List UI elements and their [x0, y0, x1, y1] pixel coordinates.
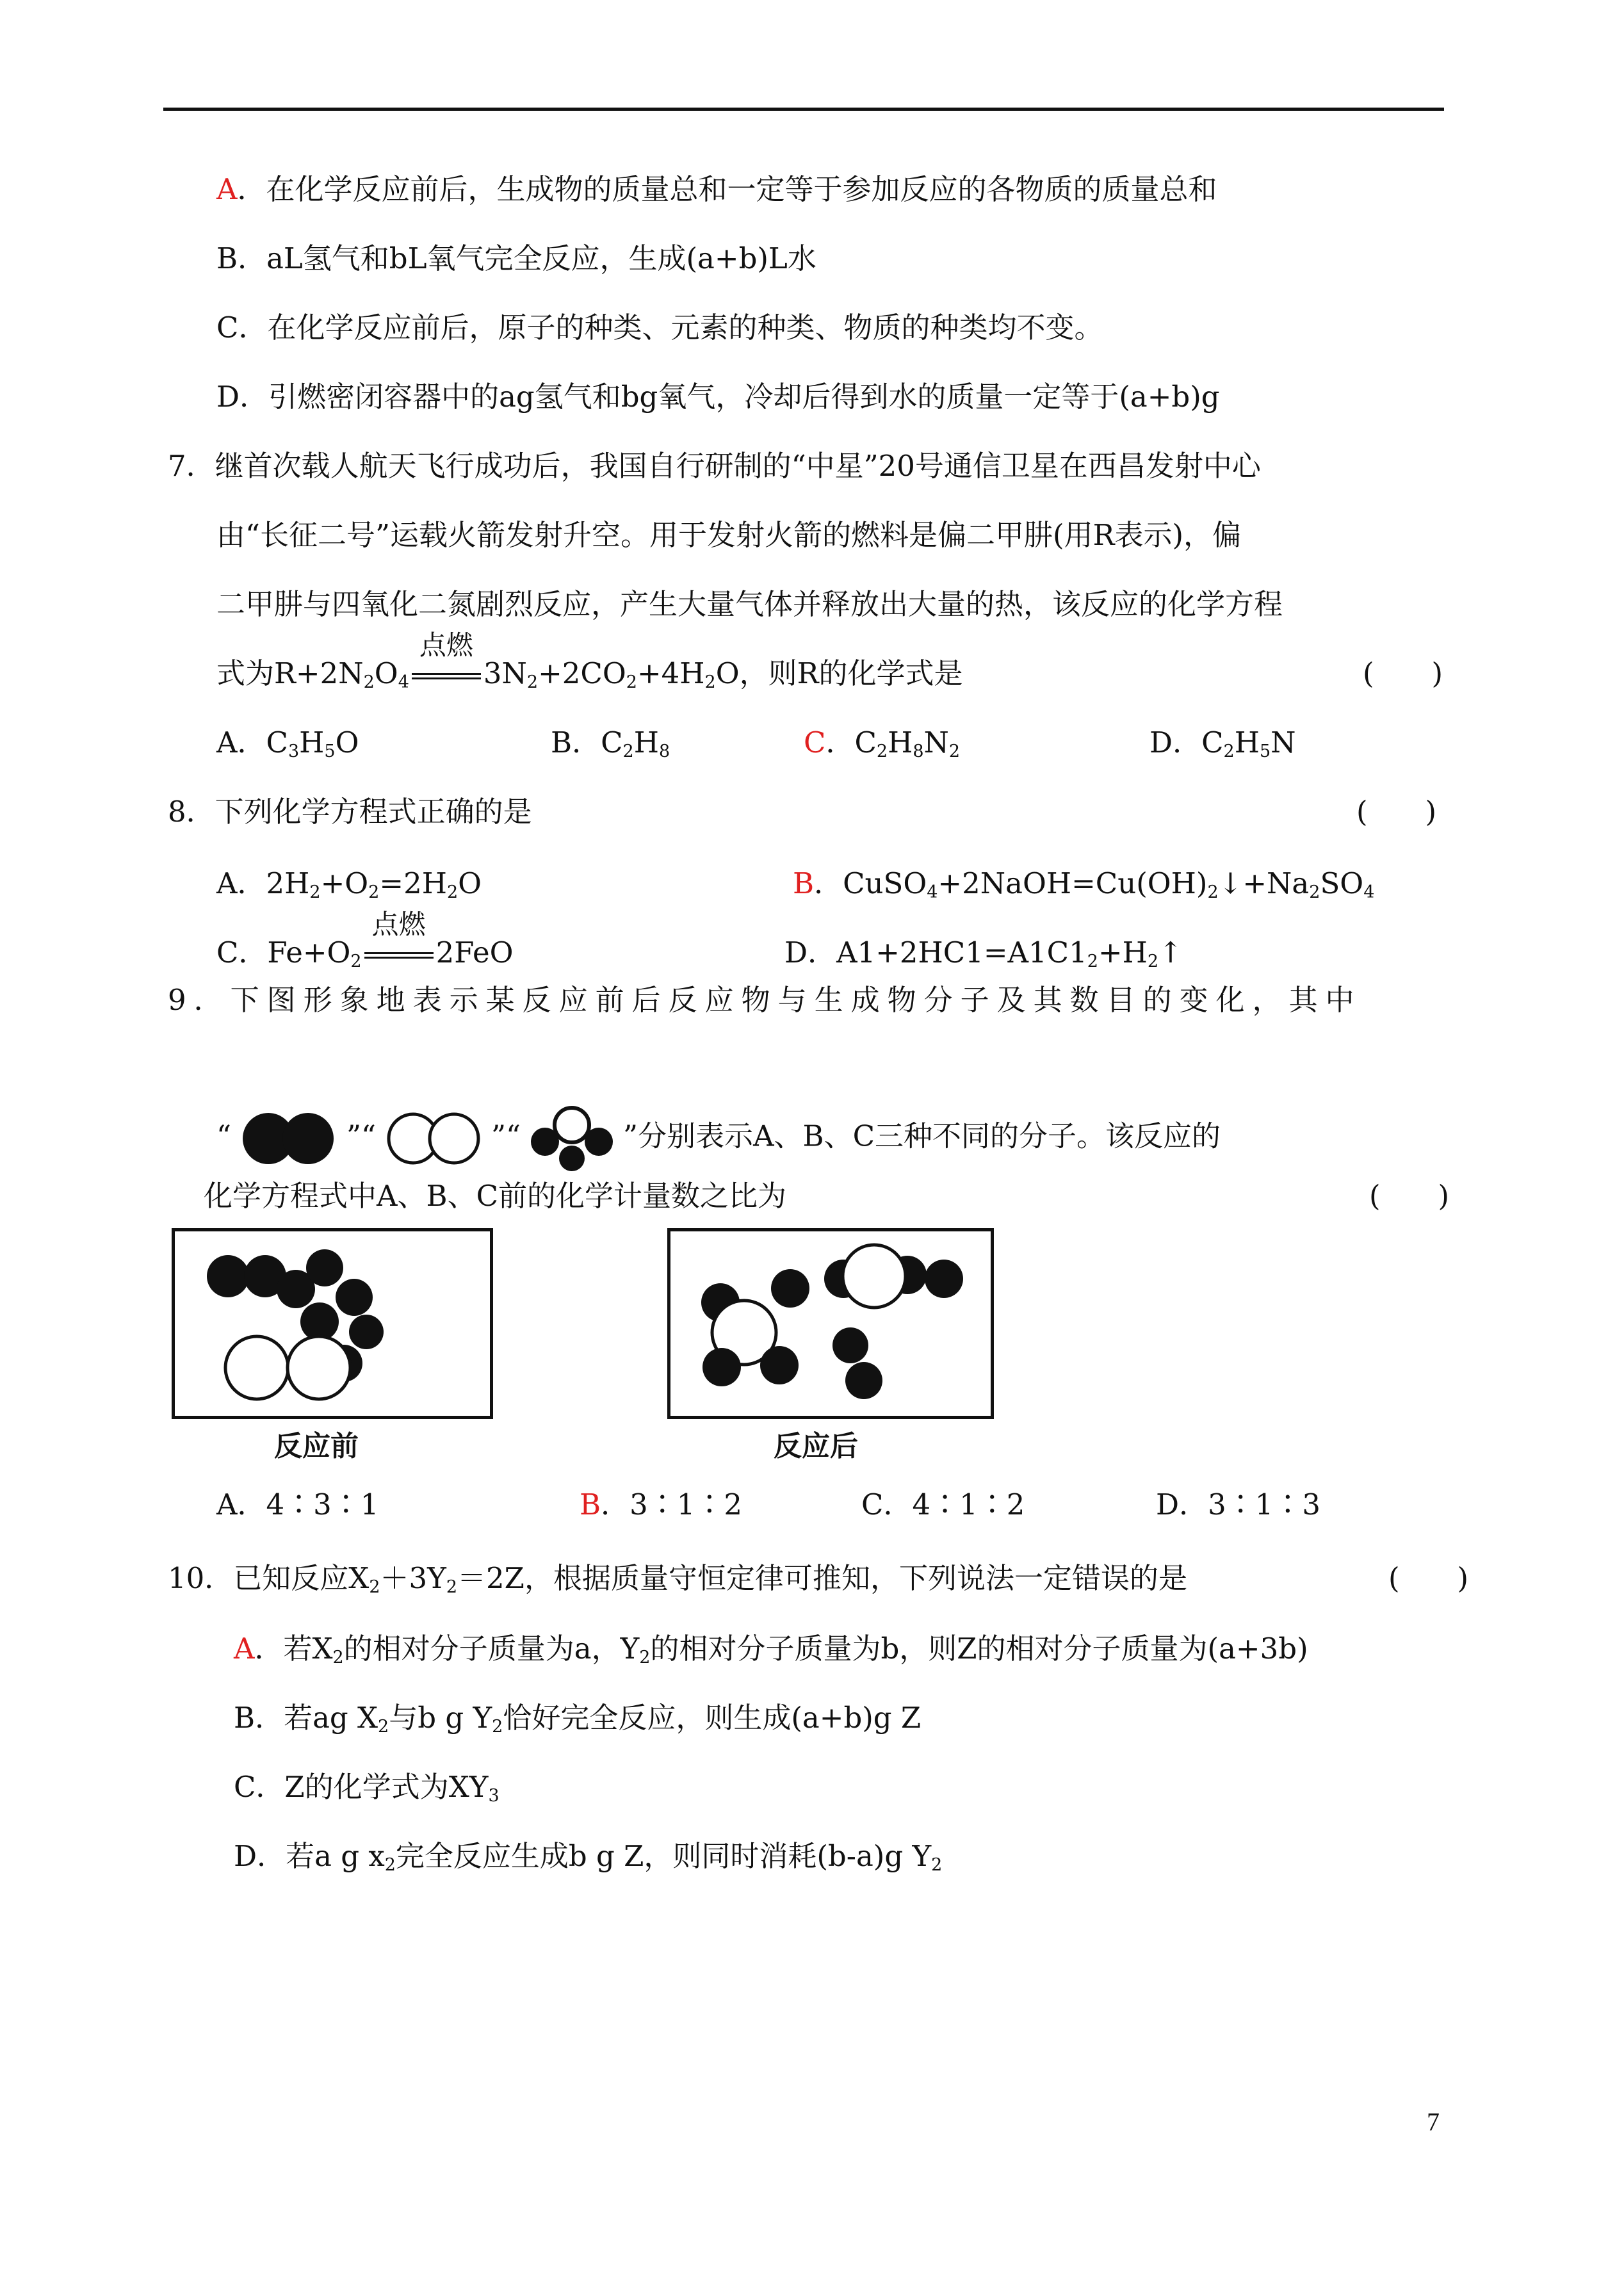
- q6-option-c-letter: C: [216, 311, 239, 345]
- q7-eq-prefix: 式为R+2N: [216, 656, 364, 690]
- q7-option-a: A．$C_3H_5O$: [216, 726, 359, 761]
- q6-option-c-text: ．在化学反应前后，原子的种类、元素的种类、物质的种类均不变。: [238, 311, 1103, 345]
- molecule-b-icon: [376, 1107, 491, 1171]
- q7-line-1: 7．继首次载人航天飞行成功后，我国自行研制的“中星”20号通信卫星在西昌发射中心: [168, 449, 1261, 483]
- q7-option-d: D．$C_2H_5N$: [1149, 726, 1296, 761]
- q6-option-d: [216, 378, 1220, 416]
- q9-option-a-letter: A: [216, 1488, 238, 1521]
- q8-stem: 8．下列化学方程式正确的是: [168, 795, 532, 829]
- q9-option-a: [216, 1486, 378, 1524]
- q9-option-d: [1156, 1486, 1320, 1524]
- q7-line-2: 由“长征二号”运载火箭发射升空。用于发射火箭的燃料是偏二甲肼(用R表示)，偏: [216, 518, 1242, 552]
- q8-answer-paren: ( ): [1356, 795, 1437, 829]
- q7-equation-line: 式为$R+2N_2O_4$ 点燃 $3N_2+2CO_2+4H_2O$，则R的化学式是: [216, 654, 963, 693]
- q8-option-a: A．$2H_2+O_2=2H_2O$: [216, 866, 482, 902]
- q7-answer-paren: ( ): [1363, 656, 1443, 690]
- q9-option-b: [580, 1486, 742, 1524]
- q10-option-c: C．Z的化学式为$XY_3$: [234, 1770, 499, 1806]
- q9-line-1: 9．下图形象地表示某反应前后反应物与生成物分子及其数目的变化，其中: [168, 983, 1362, 1017]
- q9-option-c-letter: C: [861, 1488, 884, 1521]
- q8-option-c: C．$Fe+O_2$ 点燃 2FeO: [216, 934, 514, 972]
- q9-legend-suffix: 分别表示A、B、C三种不同的分子。该反应的: [638, 1119, 1221, 1153]
- q9-answer-paren: ( ): [1369, 1179, 1450, 1213]
- q9-line-3: 化学方程式中A、B、C前的化学计量数之比为: [204, 1179, 786, 1213]
- before-molecules: [175, 1231, 490, 1416]
- q7-eq-suffix: ，则R的化学式是: [739, 656, 963, 690]
- q7-ignite-label: 点燃: [419, 629, 473, 661]
- page-number: 7: [1427, 2107, 1440, 2136]
- q6-option-a-text: ．在化学反应前后，生成物的质量总和一定等于参加反应的各物质的质量总和: [237, 172, 1217, 206]
- before-reaction-box: [172, 1228, 493, 1419]
- q7-option-c: C．$C_2H_8N_2$: [804, 726, 961, 761]
- q8-option-b: B．$CuSO_4+2NaOH=Cu(OH)_2↓+Na_2SO_4$: [793, 866, 1375, 902]
- molecule-a-icon: [231, 1107, 346, 1171]
- q10-option-d: D．若a g $x_2$完全反应生成b g Z，则同时消耗(b-a)g $Y_2$: [234, 1839, 943, 1875]
- q9-option-d-text: ．3∶1∶3: [1179, 1488, 1320, 1521]
- q10-stem-suffix: ，根据质量守恒定律可推知，下列说法一定错误的是: [524, 1561, 1187, 1595]
- q7-option-b: B．$C_2H_8$: [551, 726, 670, 761]
- q9-option-d-letter: D: [1156, 1488, 1180, 1521]
- q9-option-a-text: ．4∶3∶1: [237, 1488, 379, 1521]
- q9-option-b-letter: B: [580, 1488, 601, 1521]
- q10-option-b: B．若ag $X_2$与b g $Y_2$恰好完全反应，则生成(a+b)g Z: [234, 1701, 922, 1737]
- q6-option-d-text: ．引燃密闭容器中的ag氢气和bg氧气，冷却后得到水的质量一定等于(a+b)g: [240, 380, 1220, 414]
- before-reaction-caption: 反应前: [274, 1430, 359, 1463]
- q9-option-b-text: ．3∶1∶2: [601, 1488, 742, 1521]
- q10-option-a: A．若$X_2$的相对分子质量为a，$Y_2$的相对分子质量为b，则Z的相对分子质量为(a+3b): [234, 1632, 1308, 1667]
- header-rule: [163, 108, 1444, 111]
- molecule-c-icon: [521, 1103, 623, 1174]
- q10-answer-paren: ( ): [1388, 1561, 1469, 1595]
- after-molecules: [670, 1231, 991, 1416]
- after-reaction-box: [667, 1228, 994, 1419]
- q6-option-a-letter: A: [216, 172, 238, 206]
- q9-option-c: [861, 1486, 1025, 1524]
- q9-option-c-text: ．4∶1∶2: [883, 1488, 1025, 1521]
- q7-line-3: 二甲肼与四氧化二氮剧烈反应，产生大量气体并释放出大量的热，该反应的化学方程: [216, 587, 1283, 621]
- q6-option-c: [216, 309, 1103, 347]
- q6-option-b-text: ．aL氢气和bL氧气完全反应，生成(a+b)L水: [238, 241, 816, 275]
- q7-reaction-arrow: [409, 629, 483, 693]
- q6-option-b: [216, 239, 816, 278]
- after-reaction-caption: 反应后: [774, 1430, 858, 1463]
- q8-option-d: D．$A1+2HC1=A1C1_2+H_2↑$: [784, 936, 1183, 971]
- q10-stem: 10．已知反应$X_2+3Y_2=2Z$，根据质量守恒定律可推知，下列说法一定错误的是: [168, 1561, 1187, 1597]
- q8-reaction-arrow: [362, 909, 436, 972]
- q8-ignite-label: 点燃: [371, 909, 426, 940]
- q6-option-d-letter: D: [216, 380, 240, 414]
- q6-option-b-letter: B: [216, 241, 238, 275]
- q6-option-a: [216, 170, 1217, 209]
- q9-legend-line: “ ”“ ”“ ”分别表示A、B、C三种不同的分子。该反应的: [216, 1103, 1221, 1174]
